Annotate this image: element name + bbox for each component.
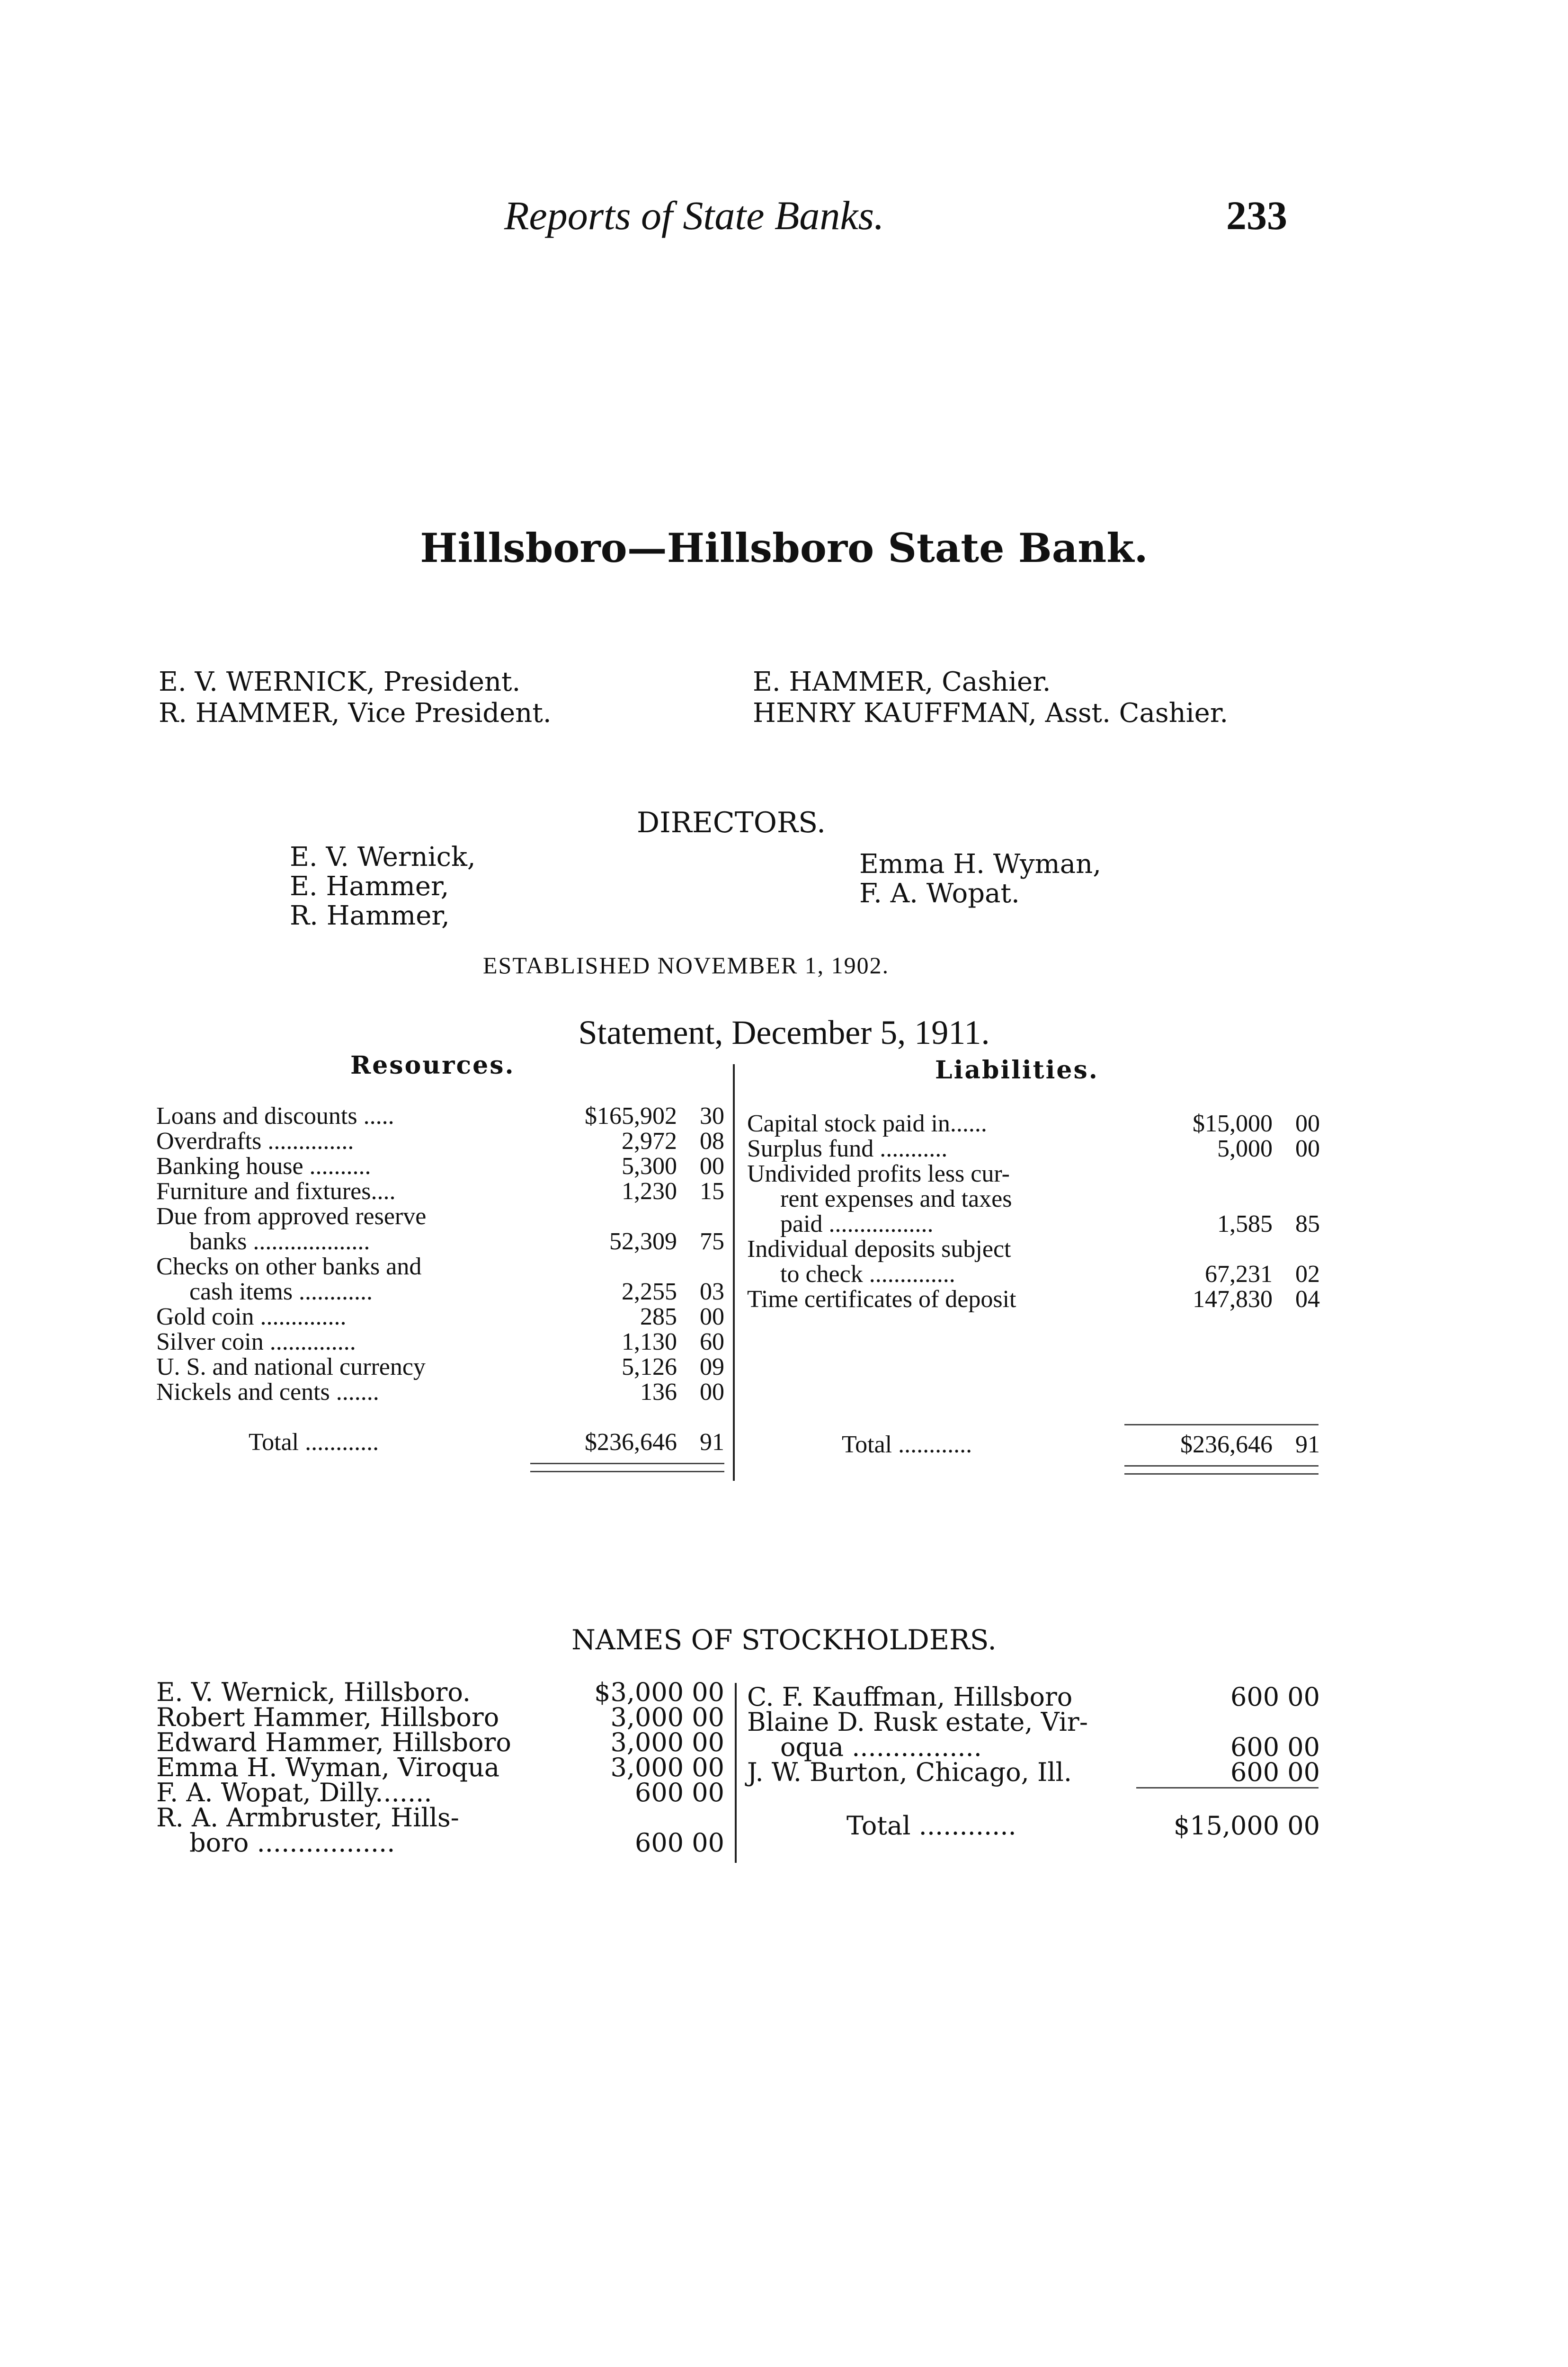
row-label: rent expenses and taxes xyxy=(780,1185,1012,1212)
running-title: Reports of State Banks. xyxy=(504,193,884,238)
officers-right xyxy=(753,667,1228,729)
director: F. A. Wopat. xyxy=(859,878,1020,909)
page-number: 233 xyxy=(1226,193,1287,238)
table-row xyxy=(156,1304,724,1329)
table-row xyxy=(156,1279,724,1304)
stockholder-amount: 600 00 xyxy=(635,1828,724,1858)
row-cents: 00 xyxy=(700,1153,724,1180)
list-item xyxy=(747,1732,1320,1762)
officers-left xyxy=(159,667,552,729)
row-dollars: 136 xyxy=(640,1379,677,1406)
stockholders-left xyxy=(156,1677,724,1858)
officer-president: E. V. WERNICK, President. xyxy=(159,667,521,697)
row-cents: 08 xyxy=(700,1128,724,1155)
director: E. Hammer, xyxy=(290,871,449,902)
row-label: banks ................... xyxy=(189,1228,370,1255)
directors-heading: DIRECTORS. xyxy=(637,806,826,839)
row-cents: 09 xyxy=(700,1353,724,1380)
directors-right xyxy=(859,850,1101,908)
stockholder-name: J. W. Burton, Chicago, Ill. xyxy=(747,1757,1072,1787)
bank-title: Hillsboro—Hillsboro State Bank. xyxy=(420,525,1148,571)
liabilities-total-double-rule xyxy=(1124,1465,1319,1475)
row-cents: 75 xyxy=(700,1228,724,1255)
row-label: Nickels and cents ....... xyxy=(156,1379,379,1406)
stockholders-total-row xyxy=(747,1811,1320,1841)
row-dollars: 1,230 xyxy=(622,1178,677,1205)
resources-heading: Resources. xyxy=(350,1051,515,1080)
stockholders-heading: NAMES OF STOCKHOLDERS. xyxy=(571,1624,997,1656)
table-row xyxy=(156,1379,724,1405)
stockholder-amount: 3,000 00 xyxy=(610,1727,724,1757)
established-date: ESTABLISHED NOVEMBER 1, 1902. xyxy=(483,952,890,979)
table-row xyxy=(747,1136,1320,1161)
row-cents: 02 xyxy=(1295,1261,1320,1288)
row-cents: 30 xyxy=(700,1103,724,1130)
table-row xyxy=(156,1254,724,1279)
row-dollars: 5,000 xyxy=(1217,1135,1273,1162)
total-label: Total ............ xyxy=(846,1811,1016,1841)
resources-table xyxy=(156,1103,724,1405)
row-label: U. S. and national currency xyxy=(156,1353,426,1380)
row-cents: 00 xyxy=(1295,1110,1320,1137)
list-item xyxy=(747,1682,1320,1712)
stockholder-name: Blaine D. Rusk estate, Vir- xyxy=(747,1707,1088,1737)
table-row xyxy=(747,1186,1320,1211)
liabilities-heading: Liabilities. xyxy=(935,1056,1099,1085)
row-label: Due from approved reserve xyxy=(156,1203,427,1230)
table-row xyxy=(747,1262,1320,1287)
row-dollars: $15,000 xyxy=(1193,1110,1273,1137)
row-cents: 15 xyxy=(700,1178,724,1205)
row-label: Individual deposits subject xyxy=(747,1236,1011,1263)
row-label: Furniture and fixtures.... xyxy=(156,1178,396,1205)
liabilities-table xyxy=(747,1111,1320,1312)
row-dollars: 2,972 xyxy=(622,1128,677,1155)
row-cents: 85 xyxy=(1295,1210,1320,1237)
director: Emma H. Wyman, xyxy=(859,849,1102,880)
list-item xyxy=(156,1702,724,1732)
stockholder-amount: 3,000 00 xyxy=(610,1702,724,1732)
list-item xyxy=(747,1757,1320,1787)
row-dollars: 5,126 xyxy=(622,1353,677,1380)
stockholder-amount: $3,000 00 xyxy=(594,1677,724,1707)
stockholder-name: C. F. Kauffman, Hillsboro xyxy=(747,1682,1073,1712)
total-cents: 91 xyxy=(1295,1431,1320,1458)
stockholder-name: Robert Hammer, Hillsboro xyxy=(156,1702,499,1732)
row-label: Silver coin .............. xyxy=(156,1328,356,1355)
row-label: Banking house .......... xyxy=(156,1153,371,1180)
table-row xyxy=(156,1329,724,1354)
list-item xyxy=(156,1755,724,1780)
list-item xyxy=(156,1727,724,1757)
table-row xyxy=(747,1111,1320,1136)
table-row xyxy=(747,1211,1320,1237)
stockholder-amount: 600 00 xyxy=(1230,1732,1320,1762)
row-cents: 60 xyxy=(700,1328,724,1355)
total-dollars: $236,646 xyxy=(1180,1431,1273,1458)
stockholder-name: E. V. Wernick, Hillsboro. xyxy=(156,1677,471,1707)
row-cents: 00 xyxy=(1295,1135,1320,1162)
row-label: Surplus fund ........... xyxy=(747,1135,948,1162)
row-label: to check .............. xyxy=(780,1261,955,1288)
stockholders-right xyxy=(747,1684,1320,1785)
row-label: paid ................. xyxy=(780,1210,934,1237)
row-dollars: 147,830 xyxy=(1193,1286,1273,1313)
officer-cashier: E. HAMMER, Cashier. xyxy=(753,667,1051,697)
stockholder-name: F. A. Wopat, Dilly....... xyxy=(156,1778,432,1807)
total-label: Total ............ xyxy=(249,1429,379,1456)
stockholder-name: Edward Hammer, Hillsboro xyxy=(156,1727,511,1757)
total-cents: 91 xyxy=(700,1429,724,1456)
resources-total-row xyxy=(156,1430,724,1455)
row-dollars: 1,130 xyxy=(622,1328,677,1355)
table-row xyxy=(156,1129,724,1154)
row-dollars: 67,231 xyxy=(1205,1261,1273,1288)
list-item xyxy=(156,1780,724,1805)
row-label: Checks on other banks and xyxy=(156,1253,422,1280)
row-dollars: $165,902 xyxy=(585,1103,677,1130)
row-dollars: 1,585 xyxy=(1217,1210,1273,1237)
table-row xyxy=(156,1103,724,1129)
statement-title: Statement, December 5, 1911. xyxy=(578,1014,990,1051)
stockholder-name: Emma H. Wyman, Viroqua xyxy=(156,1753,500,1782)
list-item xyxy=(747,1709,1320,1735)
row-dollars: 285 xyxy=(640,1303,677,1330)
total-label: Total ............ xyxy=(842,1431,972,1458)
table-row xyxy=(156,1204,724,1229)
officer-asst-cashier: HENRY KAUFFMAN, Asst. Cashier. xyxy=(753,698,1229,729)
row-dollars: 52,309 xyxy=(609,1228,677,1255)
row-label: cash items ............ xyxy=(189,1278,373,1305)
table-row xyxy=(156,1229,724,1254)
row-cents: 00 xyxy=(700,1379,724,1406)
stockholder-amount: 600 00 xyxy=(635,1778,724,1807)
list-item xyxy=(156,1803,724,1833)
liabilities-total-rule xyxy=(1124,1424,1319,1425)
row-cents: 03 xyxy=(700,1278,724,1305)
row-label: Time certificates of deposit xyxy=(747,1286,1016,1313)
stockholder-amount: 600 00 xyxy=(1230,1757,1320,1787)
stockholder-name: boro ................. xyxy=(189,1828,395,1858)
total-dollars: $236,646 xyxy=(585,1429,677,1456)
resources-total-double-rule xyxy=(530,1463,724,1472)
table-row xyxy=(156,1179,724,1204)
row-cents: 04 xyxy=(1295,1286,1320,1313)
table-row xyxy=(156,1154,724,1179)
stockholders-column-divider xyxy=(735,1683,737,1863)
row-label: Overdrafts .............. xyxy=(156,1128,354,1155)
row-dollars: 5,300 xyxy=(622,1153,677,1180)
list-item xyxy=(156,1677,724,1707)
table-row xyxy=(747,1237,1320,1262)
table-row xyxy=(747,1287,1320,1312)
row-cents: 00 xyxy=(700,1303,724,1330)
statement-column-divider xyxy=(733,1064,735,1481)
liabilities-total-row xyxy=(747,1432,1320,1457)
row-label: Undivided profits less cur- xyxy=(747,1160,1010,1187)
stockholder-name: R. A. Armbruster, Hills- xyxy=(156,1803,459,1833)
row-label: Gold coin .............. xyxy=(156,1303,347,1330)
officer-vice-president: R. HAMMER, Vice President. xyxy=(159,698,552,729)
stockholder-name: oqua ................ xyxy=(780,1732,982,1762)
row-label: Capital stock paid in...... xyxy=(747,1110,987,1137)
stockholders-total-rule xyxy=(1136,1787,1319,1789)
stockholder-amount: 3,000 00 xyxy=(610,1753,724,1782)
row-dollars: 2,255 xyxy=(622,1278,677,1305)
director: E. V. Wernick, xyxy=(290,842,476,872)
directors-left xyxy=(290,843,476,931)
row-label: Loans and discounts ..... xyxy=(156,1103,394,1130)
stockholder-amount: 600 00 xyxy=(1230,1682,1320,1712)
total-amount: $15,000 00 xyxy=(1173,1811,1320,1841)
director: R. Hammer, xyxy=(290,900,450,931)
table-row xyxy=(156,1354,724,1379)
list-item xyxy=(156,1828,724,1858)
table-row xyxy=(747,1161,1320,1186)
